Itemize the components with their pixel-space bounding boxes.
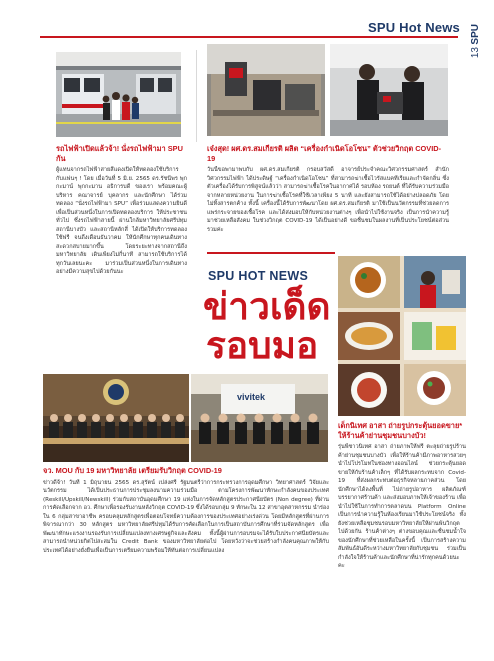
section-title: SPU Hot News bbox=[368, 19, 460, 35]
side-label: SPU bbox=[469, 24, 481, 45]
ozone-photo bbox=[207, 44, 448, 136]
train-photo bbox=[56, 52, 181, 137]
section-divider bbox=[207, 252, 335, 254]
page-number: 13 bbox=[469, 46, 481, 58]
story-mou bbox=[43, 466, 329, 619]
story-ozone-body: วันนี้ขอพามาพบกับ ผศ.ดร.สมเกียรติ กรอบสวัสดิ์ อาจารย์ประจำคณะวิศวกรรมศาสตร์ สำนักวิศวกรรมไฟฟ้า ได้ประดิษฐ์ “เครื่องกำเนิดโอโซน” ที่สามารถฆ่าเชื้อไวรัสแบคทีเรียและกำจัดกลิ่น ซึ่งตัวเครื่องได้รับการพิสูจน์แล้วว่า สามารถฆ่าเชื้อโรคในอากาศได้ รอบห้อง รถยนต์ ที่ได้รับความร่วมมือจากหลายหน่วยงาน ในการฆ่าเชื้อโรคที่ใช้เวลาเพียง 5 นาที และยังสามารถใช้ได้อย่างปลอดภัย โดยไม่ทิ้งสารตกค้าง ทั้งนี้ เครื่องนี้ได้รับการพัฒนาโดย ผศ.ดร.สมเกียรติ มาใช้เป็นนวัตกรรมที่ช่วยลดการแพร่กระจายของเชื้อโรค และได้ส่งมอบให้กับหน่วยงานต่างๆ เพื่อนำไปใช้งานจริง เป็นการนำความรู้มาช่วยเหลือสังคม ในช่วงวิกฤต COVID-19 ได้เป็นอย่างดี ขอชื่นชมในผลงานที่เป็นประโยชน์ต่อส่วนรวมค่ะ bbox=[207, 167, 449, 233]
story-volunteer bbox=[338, 421, 466, 643]
feature-title-line2: รอบมอ bbox=[206, 325, 319, 366]
story-ozone bbox=[207, 144, 449, 258]
story-mou-body: ข่าวดีจ้า! วันที่ 1 มิถุนายน 2565 ดร.สุรัตน์ เปล่งศรี รัฐมนตรีว่าการกระทรวงการอุดมศึกษา วิทยาศาสตร์ วิจัยและนวัตกรรม ได้เป็นประธานการประชุมลงนามความร่วมมือ ตามโครงการพัฒนาทักษะกำลังคนของประเทศ (Reskill/Upskill/Newskill) ร่วมกับสถาบันอุดมศึกษา 19 แห่งในการจัดหลักสูตรประกาศนียบัตร (Non degree) ที่ผ่านการคัดเลือกจาก อว. ศึกษาเพื่อรองรับงานหลังวิกฤต COVID-19 ซึ่งได้รอบกลุ่ม 9 ทักษะใน 12 สาขาอุตสาหกรรม นำร่องใน 6 กลุ่มสาขาอาชีพ ครอบคลุมหลักสูตรเพื่อตอบโจทย์ความต้องการของประเทศอย่างเร่งด่วน โดยมีหลักสูตรที่ผ่านการพิจารณากว่า 30 หลักสูตร มหาวิทยาลัยศรีปทุมได้รับการคัดเลือกในการเป็นสถาบันการศึกษาที่ร่วมจัดหลักสูตร เพื่อพัฒนาทักษะแรงงานรองรับการเปลี่ยนแปลงทางเศรษฐกิจและสังคม ทั้งนี้ผู้ผ่านการอบรมจะได้รับใบประกาศนียบัตรและสามารถนำหน่วยกิตไปสะสมใน Credit Bank ของมหาวิทยาลัยต่อไป โดยหวังว่าจะช่วยสร้างกำลังคนคุณภาพให้กับประเทศได้อย่างยั่งยืนเพื่อเป็นการเตรียมความพร้อมให้ทันต่อการเปลี่ยนแปลง bbox=[43, 479, 329, 554]
story-mou-headline: จว. MOU กับ 19 มหาวิทยาลัย เตรียมรับวิกฤต COVID-19 bbox=[43, 466, 222, 475]
header-rule bbox=[40, 36, 458, 38]
column-rule bbox=[196, 50, 197, 142]
story-train-body: ผู้แทนจากรถไฟฟ้าสายสีแดงเปิดให้ทดลองใช้บริการ กับแฟนๆ ! โดย เมื่อวันที่ 5 มิ.ย. 2565 ดร.รัชนีพร พุกกะมาน์ พุกกะมาน อธิการบดี ของเรา พร้อมคณะผู้บริหาร คณาจารย์ บุคลากร และนักศึกษา ได้ร่วมทดลอง “นั่งรถไฟฟ้ามา SPU” เพื่อร่วมแสดงความยินดี เพื่อเป็นส่วนหนึ่งในการเปิดทดลองบริการ ให้ประชาชนทั่วไป ซึ่งรถไฟฟ้าสายนี้ ผ่านใกล้มหาวิทยาลัยศรีปทุม สถานีบางบัว และสถานีหลักสี่ ได้เปิดให้บริการทดลองใช้ฟรี จนถึงเดือนธันวาคม ให้นักศึกษาทุกคนเดินทางสะดวกสบายมากขึ้น โดยระยะทางจากสถานีถึงมหาวิทยาลัย เดินเพียงไม่กี่นาที สามารถใช้บริการได้ทุกวันเลยนะคะ มาร่วมเป็นส่วนหนึ่งในการเดินทางอย่างมีความสุขไปด้วยกันนะ bbox=[56, 167, 187, 276]
screen-caption: vivitek bbox=[237, 392, 266, 402]
story-ozone-headline: เจ๋งสุด! ผศ.ดร.สมเกียรติ ผลิต “เครื่องกำเนิดโอโซน” ตัวช่วยวิกฤต COVID-19 bbox=[207, 144, 442, 163]
story-train-headline: รถไฟฟ้าเปิดแล้วจ้า! นั่งรถไฟฟ้ามา SPU กัน bbox=[56, 144, 183, 163]
story-train bbox=[56, 144, 187, 376]
story-volunteer-headline: เด็กนิเทศ อาสา ถ่ายรูปกระตุ้นยอดขาย* ให้ร้านค้าย่านชุมชนบางบัว! bbox=[338, 421, 463, 440]
ceremony-photo bbox=[191, 374, 328, 462]
feature-kicker: SPU HOT NEWS bbox=[208, 269, 309, 283]
mou-photo bbox=[43, 374, 189, 462]
food-photo bbox=[338, 256, 466, 416]
page-header bbox=[368, 18, 460, 36]
side-tab bbox=[464, 24, 486, 58]
feature-title-line1: ข่าวเด็ด bbox=[203, 286, 331, 327]
story-volunteer-body: รุ่นพี่ชาวนิเทศ อาสา ถ่ายภาพให้ฟรี ตะลุยถ่ายรูปร้านค้าย่านชุมชนบางบัว เพื่อให้ร้านค้ามีภาพอาหารสวยๆ นำไปโปรโมทในช่องทางออนไลน์ ช่วยกระตุ้นยอดขายให้กับร้านค้าเล็กๆ ที่ได้รับผลกระทบจาก Covid-19 ที่ส่งผลกระทบต่อธุรกิจหลายภาคส่วน โดยนักศึกษาได้ลงพื้นที่ ไปถ่ายรูปอาหาร ผลิตภัณฑ์ บรรยากาศร้านค้า และส่งมอบภาพให้เจ้าของร้าน เพื่อนำไปใช้ในการทำการตลาดบน Platform Online เป็นการนำความรู้ในห้องเรียนมาใช้ประโยชน์จริง ทั้งยังช่วยเหลือชุมชนรอบมหาวิทยาลัยให้ผ่านพ้นวิกฤตไปด้วยกัน ร้านค้าต่างๆ ต่างขอบคุณและชื่นชมน้ำใจของนักศึกษาที่ช่วยเหลือในครั้งนี้ เป็นการสร้างความสัมพันธ์อันดีระหว่างมหาวิทยาลัยกับชุมชน ร่วมเป็นกำลังใจให้ร้านค้าและนักศึกษาที่น่ารักทุกคนด้วยนะคะ bbox=[338, 444, 466, 570]
